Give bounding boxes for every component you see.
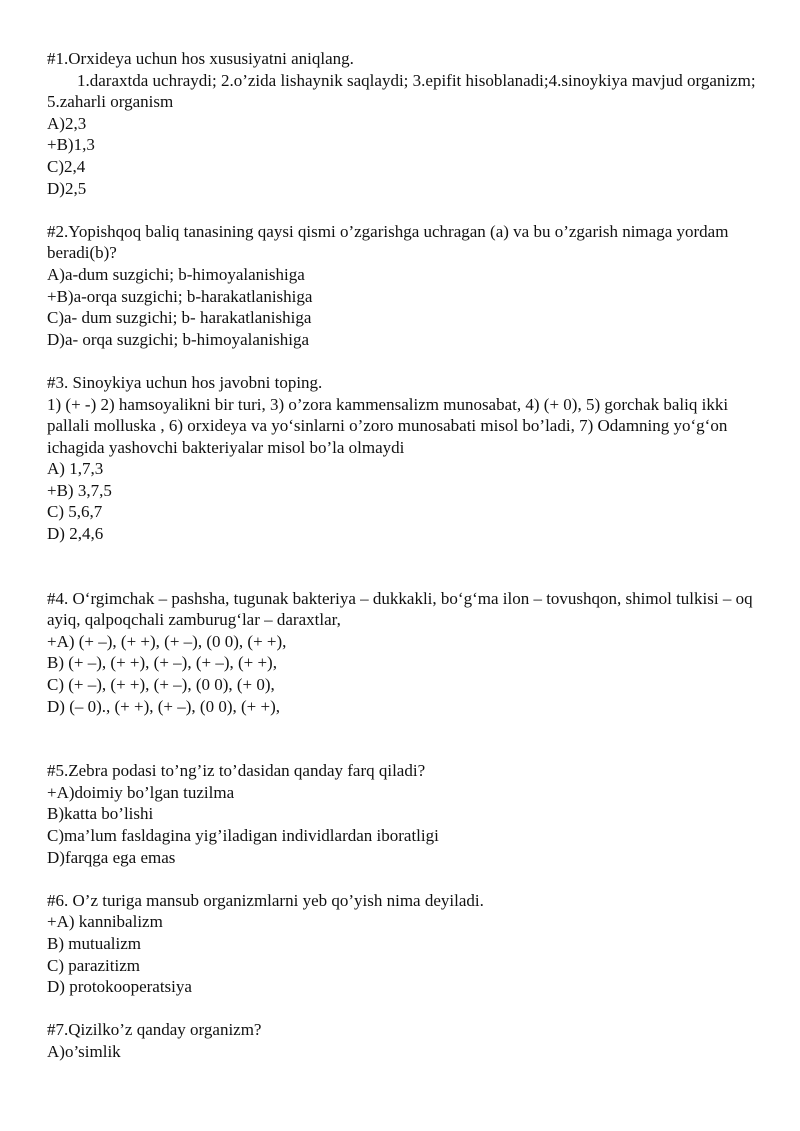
question-7 <box>47 1019 767 1062</box>
answer-option: +A) kannibalizm <box>47 912 163 932</box>
question-4 <box>47 588 767 718</box>
answer-option: D) (– 0)., (+ +), (+ –), (0 0), (+ +), <box>47 696 280 716</box>
question-title: #6. O’z turiga mansub organizmlarni yeb qo’yish nima deyiladi. <box>47 890 484 910</box>
answer-option: B)katta bo’lishi <box>47 804 154 824</box>
answer-option: A)a-dum suzgichi; b-himoyalanishiga <box>47 264 305 284</box>
question-body: 1) (+ -) 2) hamsoyalikni bir turi, 3) o’zora kammensalizm munosabat, 4) (+ 0), 5) gorchak baliq ikki pallali molluska , 6) orxideya va yo‘sinlarni o’zoro munosabati misol bo’ladi, 7) Odamning yo‘g‘on ichagida yashovchi bakteriyalar misol bo’la olmaydi <box>47 394 729 457</box>
answer-option: C) 5,6,7 <box>47 502 103 522</box>
answer-option: B) mutualizm <box>47 933 141 953</box>
answer-option: +B) 3,7,5 <box>47 480 112 500</box>
document-page <box>47 48 767 1063</box>
question-2 <box>47 221 767 351</box>
question-title: #7.Qizilko’z qanday organizm? <box>47 1020 262 1040</box>
answer-option: D)2,5 <box>47 178 87 198</box>
question-title: #4. O‘rgimchak – pashsha, tugunak bakteriya – dukkakli, bo‘g‘ma ilon – tovushqon, shimol tulkisi – oq ayiq, qalpoqchali zamburug‘lar – daraxtlar, <box>47 588 753 630</box>
question-body: 1.daraxtda uchraydi; 2.o’zida lishaynik saqlaydi; 3.epifit hisoblanadi;4.sinoykiya mavjud organizm; 5.zaharli organism <box>47 70 756 112</box>
question-3 <box>47 372 767 545</box>
answer-option: A)o’simlik <box>47 1041 121 1061</box>
answer-option: D) 2,4,6 <box>47 524 104 544</box>
answer-option: C)ma’lum fasldagina yig’iladigan individlardan iboratligi <box>47 826 439 845</box>
answer-option: +B)1,3 <box>47 135 95 155</box>
answer-option: +B)a-orqa suzgichi; b-harakatlanishiga <box>47 286 313 306</box>
answer-option: D) protokooperatsiya <box>47 977 192 997</box>
answer-option: +A)doimiy bo’lgan tuzilma <box>47 782 235 802</box>
answer-option: B) (+ –), (+ +), (+ –), (+ –), (+ +), <box>47 653 277 673</box>
question-5 <box>47 760 767 868</box>
question-title: #1.Orxideya uchun hos xususiyatni aniqlang. <box>47 49 354 68</box>
answer-option: A)2,3 <box>47 113 87 133</box>
question-title: #3. Sinoykiya uchun hos javobni toping. <box>47 372 323 392</box>
answer-option: C)a- dum suzgichi; b- harakatlanishiga <box>47 308 312 328</box>
question-title: #5.Zebra podasi to’ng’iz to’dasidan qanday farq qiladi? <box>47 761 426 781</box>
question-1 <box>47 48 767 199</box>
question-6 <box>47 890 767 998</box>
answer-option: A) 1,7,3 <box>47 459 104 479</box>
answer-option: D)farqga ega emas <box>47 847 176 867</box>
answer-option: D)a- orqa suzgichi; b-himoyalanishiga <box>47 329 310 349</box>
answer-option: C)2,4 <box>47 156 86 176</box>
answer-option: C) (+ –), (+ +), (+ –), (0 0), (+ 0), <box>47 675 275 695</box>
question-title: #2.Yopishqoq baliq tanasining qaysi qismi o’zgarishga uchragan (a) va bu o’zgarish nimaga yordam beradi(b)? <box>47 221 729 263</box>
answer-option: C) parazitizm <box>47 955 140 975</box>
answer-option: +A) (+ –), (+ +), (+ –), (0 0), (+ +), <box>47 631 287 651</box>
